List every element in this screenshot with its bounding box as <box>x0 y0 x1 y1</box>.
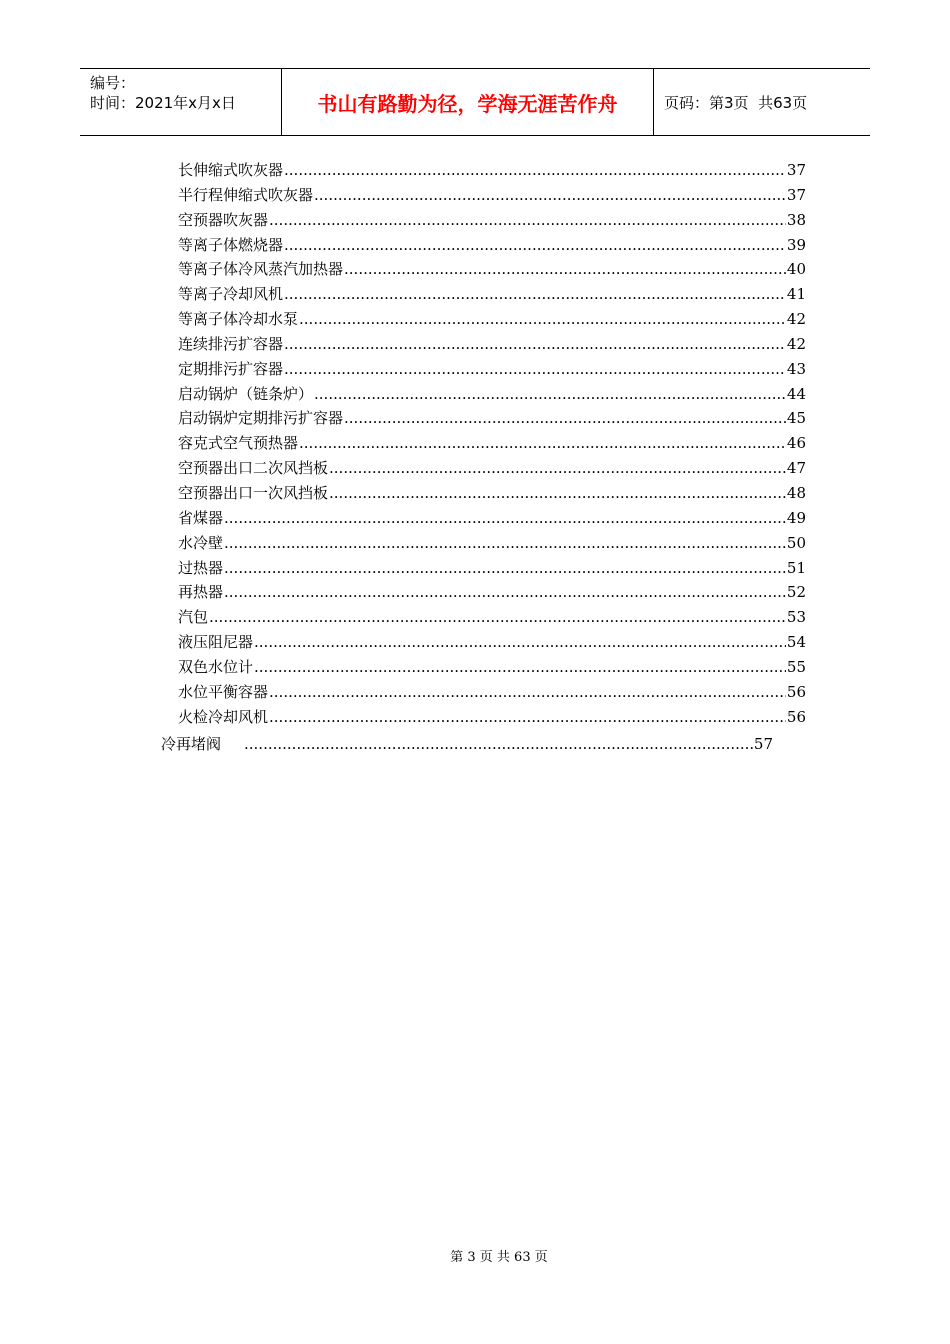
toc-entry[interactable] <box>178 456 806 481</box>
toc-entry[interactable] <box>178 158 806 183</box>
toc-entry-page: 37 <box>786 161 806 179</box>
toc-entry-page: 44 <box>786 384 806 403</box>
toc-entry-page: 43 <box>786 359 806 378</box>
toc-leader-dots <box>344 257 786 282</box>
toc-entry-title: 等离子体冷却水泵 <box>178 310 299 329</box>
toc-entry-title: 定期排污扩容器 <box>178 359 284 378</box>
toc-entry-title: 过热器 <box>178 558 224 577</box>
toc-entry-page: 49 <box>786 508 806 527</box>
toc-entry-page: 57 <box>753 735 773 753</box>
toc-entry[interactable] <box>178 605 806 630</box>
toc-entry-title: 空预器出口二次风挡板 <box>178 459 329 478</box>
toc-entry[interactable] <box>178 257 806 282</box>
toc-entry-title: 连续排污扩容器 <box>178 334 284 353</box>
toc-entry-title: 等离子体冷风蒸汽加热器 <box>178 260 344 279</box>
toc-leader-dots <box>329 481 786 506</box>
toc-entry-title: 启动锅炉定期排污扩容器 <box>178 409 344 428</box>
toc-leader-dots <box>314 183 786 208</box>
toc-entry-page: 45 <box>786 409 806 428</box>
toc-entry[interactable] <box>178 655 806 680</box>
toc-entry-page: 54 <box>786 633 806 652</box>
toc-entry-page: 42 <box>786 310 806 329</box>
toc-entry-title: 冷再堵阀 <box>161 735 222 753</box>
toc-entry-title: 空预器出口一次风挡板 <box>178 483 329 502</box>
toc-entry-page: 56 <box>786 682 806 701</box>
footer-page-number: 第 3 页 共 63 页 <box>450 1250 548 1265</box>
toc-entry-page: 53 <box>786 608 806 627</box>
toc-entry-title: 再热器 <box>178 583 224 602</box>
toc-entry-title: 容克式空气预热器 <box>178 434 299 453</box>
toc-entry-page: 47 <box>786 459 806 478</box>
toc-leader-dots <box>209 605 786 630</box>
toc-entry-title: 火检冷却风机 <box>178 707 269 726</box>
toc-entry-page: 40 <box>786 260 806 279</box>
toc-leader-dots <box>269 680 786 705</box>
toc-entry[interactable] <box>178 580 806 605</box>
toc-leader-dots <box>299 431 786 456</box>
toc-entry[interactable] <box>178 307 806 332</box>
toc-entry-page: 50 <box>786 533 806 552</box>
toc-entry-page: 52 <box>786 583 806 602</box>
toc-entry[interactable] <box>178 531 806 556</box>
toc-entry-title: 水位平衡容器 <box>178 682 269 701</box>
page-footer <box>0 1246 950 1265</box>
toc-entry-page: 55 <box>786 657 806 676</box>
toc-entry[interactable] <box>178 680 806 705</box>
toc-leader-dots <box>224 556 786 581</box>
header-page-cell <box>654 69 870 135</box>
toc-leader-dots <box>224 506 786 531</box>
toc-entry-page: 48 <box>786 483 806 502</box>
toc-entry-title: 半行程伸缩式吹灰器 <box>178 185 314 204</box>
toc-entry[interactable] <box>178 705 806 730</box>
table-of-contents <box>178 158 806 729</box>
toc-entry-title: 水冷壁 <box>178 533 224 552</box>
toc-entry-page: 56 <box>786 707 806 726</box>
toc-entry[interactable] <box>178 630 806 655</box>
toc-leader-dots <box>284 332 786 357</box>
toc-entry[interactable] <box>178 481 806 506</box>
document-number-label: 编号： <box>90 74 136 92</box>
toc-entry[interactable] <box>178 382 806 407</box>
toc-leader-dots <box>284 158 786 183</box>
toc-entry-title: 长伸缩式吹灰器 <box>178 161 284 179</box>
toc-entry-title: 启动锅炉（链条炉） <box>178 384 314 403</box>
toc-entry[interactable] <box>178 506 806 531</box>
toc-leader-dots <box>314 382 786 407</box>
header-meta-cell <box>80 69 282 135</box>
toc-leader-dots <box>329 456 786 481</box>
toc-leader-dots <box>224 580 786 605</box>
toc-entry[interactable] <box>178 233 806 258</box>
toc-entry-title: 液压阻尼器 <box>178 633 254 652</box>
toc-leader-dots <box>269 705 786 730</box>
toc-entry[interactable] <box>178 183 806 208</box>
toc-entry-page: 51 <box>786 558 806 577</box>
header-motto: 书山有路勤为径，学海无涯苦作舟 <box>317 91 618 116</box>
toc-leader-dots <box>244 732 753 757</box>
toc-entry[interactable] <box>178 208 806 233</box>
toc-leader-dots <box>284 233 786 258</box>
toc-leader-dots <box>224 531 786 556</box>
toc-leader-dots <box>254 630 786 655</box>
toc-entry[interactable] <box>178 556 806 581</box>
toc-entry-page: 41 <box>786 285 806 304</box>
toc-entry[interactable] <box>178 332 806 357</box>
toc-entry-page: 39 <box>786 235 806 254</box>
toc-entry[interactable] <box>178 282 806 307</box>
toc-entry-title: 双色水位计 <box>178 657 254 676</box>
header-motto-cell <box>282 69 654 135</box>
toc-entry[interactable] <box>178 431 806 456</box>
toc-entry-last[interactable] <box>161 732 773 757</box>
toc-leader-dots <box>254 655 786 680</box>
toc-entry-title: 空预器吹灰器 <box>178 210 269 229</box>
toc-leader-dots <box>284 357 786 382</box>
page-header <box>80 68 870 136</box>
toc-entry-title: 等离子冷却风机 <box>178 285 284 304</box>
toc-entry-page: 46 <box>786 434 806 453</box>
toc-leader-dots <box>269 208 786 233</box>
toc-entry-title: 等离子体燃烧器 <box>178 235 284 254</box>
toc-entry-page: 38 <box>786 210 806 229</box>
toc-entry-title: 省煤器 <box>178 508 224 527</box>
toc-entry[interactable] <box>178 406 806 431</box>
toc-entry-page: 37 <box>786 185 806 204</box>
toc-entry[interactable] <box>178 357 806 382</box>
toc-entry-page: 42 <box>786 334 806 353</box>
toc-entry-title: 汽包 <box>178 608 209 627</box>
toc-leader-dots <box>344 406 786 431</box>
toc-leader-dots <box>284 282 786 307</box>
toc-leader-dots <box>299 307 786 332</box>
header-page-indicator: 页码：第3页 共63页 <box>664 93 808 112</box>
document-date-label: 时间：2021年x月x日 <box>90 94 236 112</box>
